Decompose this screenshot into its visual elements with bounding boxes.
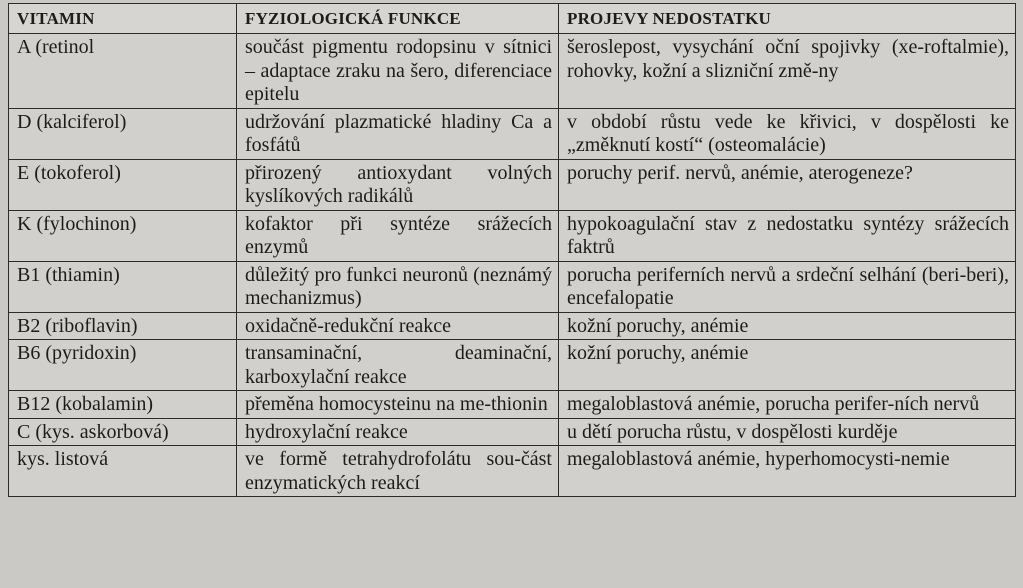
cell-deficiency: megaloblastová anémie, hyperhomocysti-nemie bbox=[559, 446, 1016, 497]
table-row bbox=[9, 210, 1016, 261]
cell-function: důležitý pro funkci neuronů (neznámý mechanizmus) bbox=[237, 261, 559, 312]
header-vitamin: VITAMIN bbox=[9, 4, 237, 34]
table-row bbox=[9, 418, 1016, 446]
table-row bbox=[9, 159, 1016, 210]
cell-vitamin: B6 (pyridoxin) bbox=[9, 340, 237, 391]
cell-vitamin: E (tokoferol) bbox=[9, 159, 237, 210]
cell-function: ve formě tetrahydrofolátu sou-část enzymatických reakcí bbox=[237, 446, 559, 497]
cell-deficiency: porucha periferních nervů a srdeční selhání (beri-beri), encefalopatie bbox=[559, 261, 1016, 312]
table-row bbox=[9, 108, 1016, 159]
table-row bbox=[9, 261, 1016, 312]
table-row bbox=[9, 446, 1016, 497]
cell-function: oxidačně-redukční reakce bbox=[237, 312, 559, 340]
cell-deficiency: hypokoagulační stav z nedostatku syntézy srážecích faktrů bbox=[559, 210, 1016, 261]
cell-function: přeměna homocysteinu na me-thionin bbox=[237, 391, 559, 419]
cell-deficiency: šeroslepost, vysychání oční spojivky (xe-roftalmie), rohovky, kožní a slizniční změ-ny bbox=[559, 34, 1016, 109]
cell-vitamin: B2 (riboflavin) bbox=[9, 312, 237, 340]
cell-function: kofaktor při syntéze srážecích enzymů bbox=[237, 210, 559, 261]
cell-vitamin: B12 (kobalamin) bbox=[9, 391, 237, 419]
cell-function: transaminační, deaminační, karboxylační reakce bbox=[237, 340, 559, 391]
table-row bbox=[9, 34, 1016, 109]
header-deficiency: PROJEVY NEDOSTATKU bbox=[559, 4, 1016, 34]
cell-deficiency: u dětí porucha růstu, v dospělosti kurděje bbox=[559, 418, 1016, 446]
cell-deficiency: kožní poruchy, anémie bbox=[559, 312, 1016, 340]
table-row bbox=[9, 340, 1016, 391]
cell-deficiency: v období růstu vede ke křivici, v dospělosti ke „změknutí kostí“ (osteomalácie) bbox=[559, 108, 1016, 159]
cell-vitamin: C (kys. askorbová) bbox=[9, 418, 237, 446]
cell-deficiency: megaloblastová anémie, porucha perifer-ních nervů bbox=[559, 391, 1016, 419]
cell-function: hydroxylační reakce bbox=[237, 418, 559, 446]
vitamin-table bbox=[8, 3, 1016, 497]
table-row bbox=[9, 312, 1016, 340]
cell-vitamin: K (fylochinon) bbox=[9, 210, 237, 261]
table-row bbox=[9, 391, 1016, 419]
cell-deficiency: poruchy perif. nervů, anémie, aterogeneze? bbox=[559, 159, 1016, 210]
cell-vitamin: A (retinol bbox=[9, 34, 237, 109]
cell-vitamin: B1 (thiamin) bbox=[9, 261, 237, 312]
cell-vitamin: kys. listová bbox=[9, 446, 237, 497]
cell-function: udržování plazmatické hladiny Ca a fosfátů bbox=[237, 108, 559, 159]
header-row bbox=[9, 4, 1016, 34]
cell-function: přirozený antioxydant volných kyslíkových radikálů bbox=[237, 159, 559, 210]
cell-vitamin: D (kalciferol) bbox=[9, 108, 237, 159]
cell-deficiency: kožní poruchy, anémie bbox=[559, 340, 1016, 391]
header-function: FYZIOLOGICKÁ FUNKCE bbox=[237, 4, 559, 34]
cell-function: součást pigmentu rodopsinu v sítnici – adaptace zraku na šero, diferenciace epitelu bbox=[237, 34, 559, 109]
